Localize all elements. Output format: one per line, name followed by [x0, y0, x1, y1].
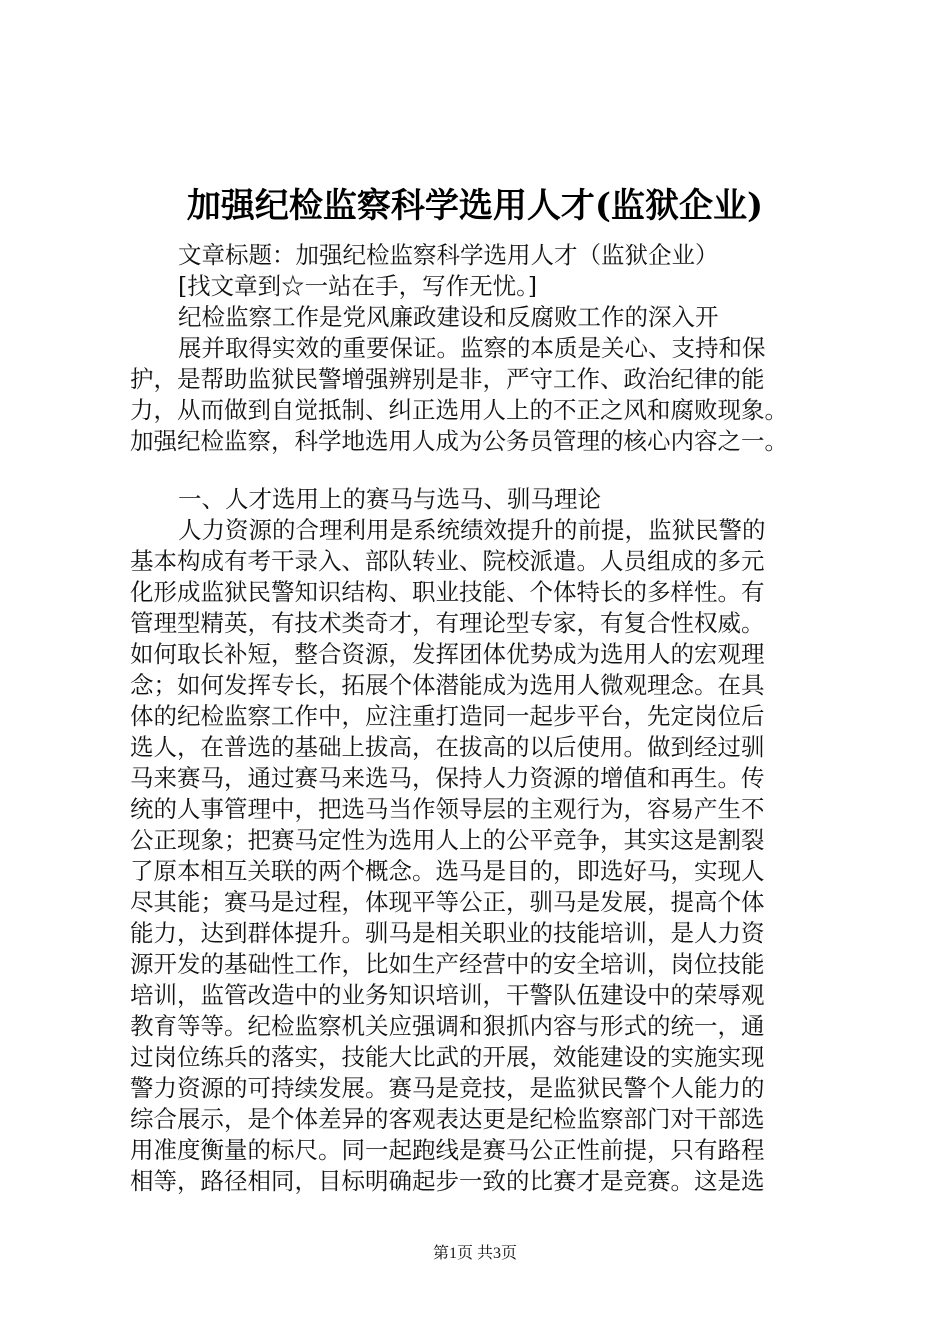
slogan-line: [找文章到☆一站在手，写作无忧。] — [178, 272, 538, 300]
paragraph-line: 如何取长补短，整合资源，发挥团体优势成为选用人的宏观理 — [130, 640, 765, 668]
paragraph-line: 培训，监管改造中的业务知识培训，干警队伍建设中的荣辱观 — [130, 981, 765, 1009]
paragraph-line: 管理型精英，有技术类奇才，有理论型专家，有复合性权威。 — [130, 609, 765, 637]
document-title: 加强纪检监察科学选用人才(监狱企业) — [186, 186, 764, 226]
paragraph-line: 展并取得实效的重要保证。监察的本质是关心、支持和保 — [178, 334, 766, 362]
page-footer: 第1页 共3页 — [432, 1245, 517, 1262]
paragraph-line: 能力，达到群体提升。驯马是相关职业的技能培训，是人力资 — [130, 919, 765, 947]
paragraph-line: 尽其能；赛马是过程，体现平等公正，驯马是发展，提高个体 — [130, 888, 765, 916]
paragraph-line: 护，是帮助监狱民警增强辨别是非，严守工作、政治纪律的能 — [130, 365, 765, 393]
paragraph-line: 加强纪检监察，科学地选用人成为公务员管理的核心内容之一。 — [130, 427, 788, 455]
article-title-line: 文章标题：加强纪检监察科学选用人才（监狱企业） — [178, 241, 719, 269]
section-heading: 一、人才选用上的赛马与选马、驯马理论 — [178, 485, 601, 513]
paragraph-line: 公正现象；把赛马定性为选用人上的公平竞争，其实这是割裂 — [130, 826, 765, 854]
paragraph-line: 统的人事管理中，把选马当作领导层的主观行为，容易产生不 — [130, 795, 765, 823]
paragraph-line: 人力资源的合理利用是系统绩效提升的前提，监狱民警的 — [178, 516, 766, 544]
paragraph-line: 力，从而做到自觉抵制、纠正选用人上的不正之风和腐败现象。 — [130, 396, 788, 424]
paragraph-line: 纪检监察工作是党风廉政建设和反腐败工作的深入开 — [178, 303, 719, 331]
paragraph-line: 化形成监狱民警知识结构、职业技能、个体特长的多样性。有 — [130, 578, 765, 606]
paragraph-line: 基本构成有考干录入、部队转业、院校派遣。人员组成的多元 — [130, 547, 765, 575]
paragraph-line: 相等，路径相同，目标明确起步一致的比赛才是竞赛。这是选 — [130, 1167, 765, 1195]
paragraph-line: 了原本相互关联的两个概念。选马是目的，即选好马，实现人 — [130, 857, 765, 885]
paragraph-line: 念；如何发挥专长，拓展个体潜能成为选用人微观理念。在具 — [130, 671, 765, 699]
paragraph-line: 教育等等。纪检监察机关应强调和狠抓内容与形式的统一，通 — [130, 1012, 765, 1040]
paragraph-line: 用准度衡量的标尺。同一起跑线是赛马公正性前提，只有路程 — [130, 1136, 765, 1164]
paragraph-line: 体的纪检监察工作中，应注重打造同一起步平台，先定岗位后 — [130, 702, 765, 730]
paragraph-line: 源开发的基础性工作，比如生产经营中的安全培训，岗位技能 — [130, 950, 765, 978]
paragraph-line: 警力资源的可持续发展。赛马是竞技，是监狱民警个人能力的 — [130, 1074, 765, 1102]
paragraph-line: 马来赛马，通过赛马来选马，保持人力资源的增值和再生。传 — [130, 764, 765, 792]
paragraph-line: 过岗位练兵的落实，技能大比武的开展，效能建设的实施实现 — [130, 1043, 765, 1071]
paragraph-line: 选人，在普选的基础上拔高，在拔高的以后使用。做到经过驯 — [130, 733, 765, 761]
paragraph-line: 综合展示，是个体差异的客观表达更是纪检监察部门对干部选 — [130, 1105, 765, 1133]
